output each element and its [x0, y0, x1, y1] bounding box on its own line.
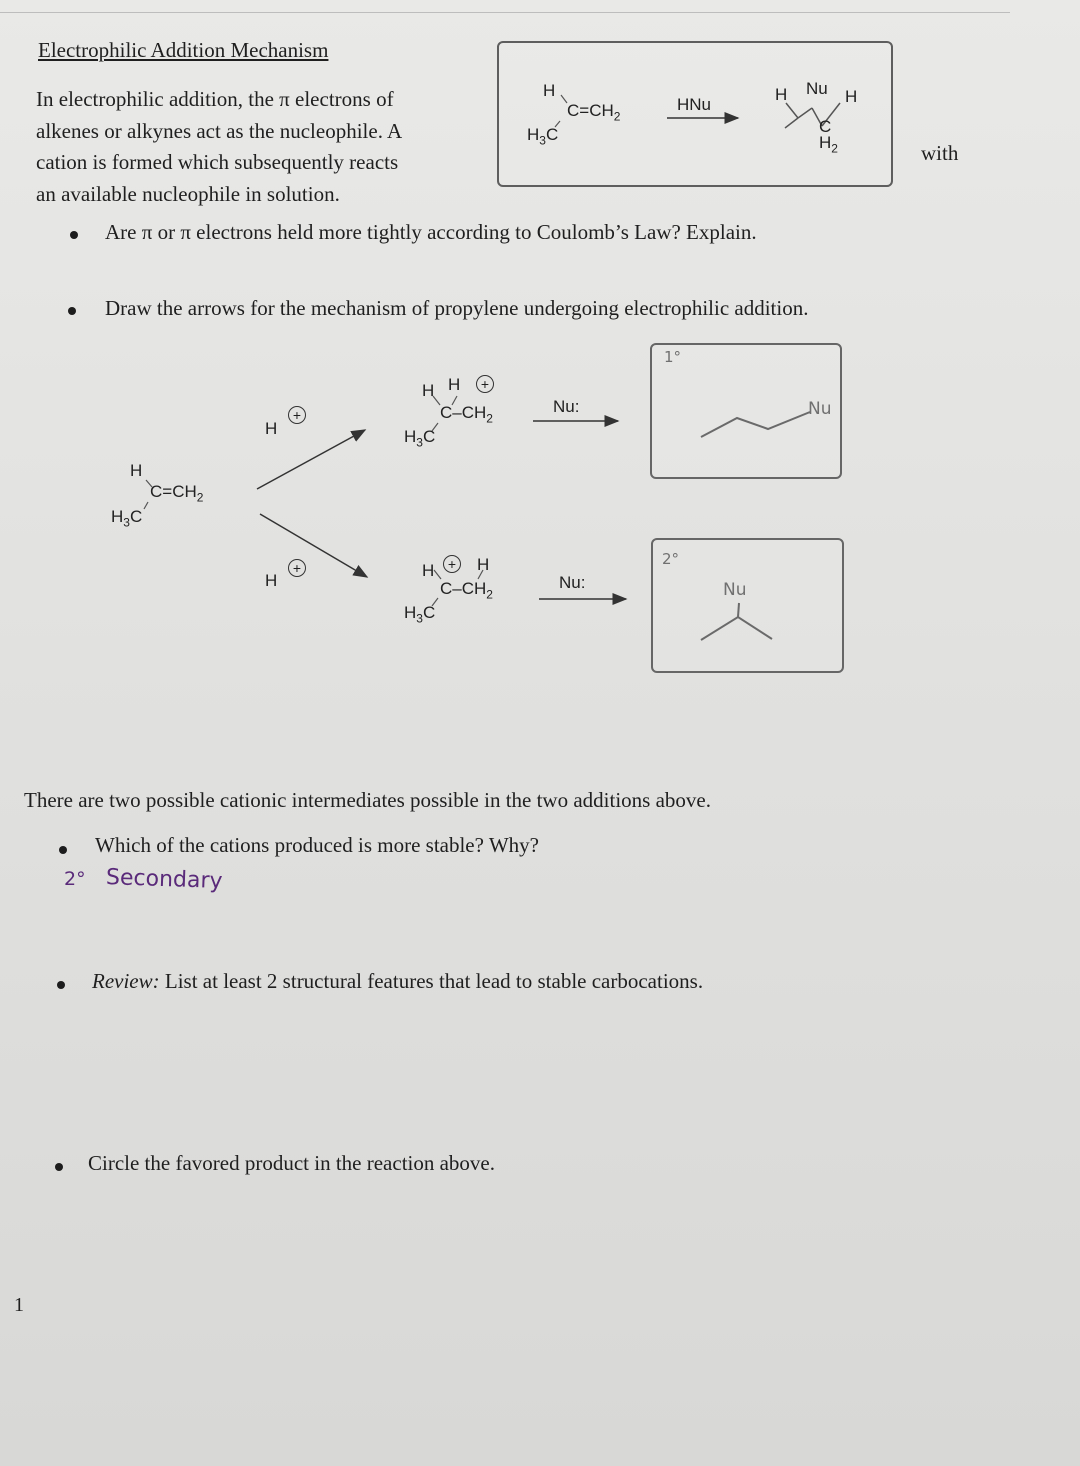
bottom-cation-methyl-h: H [404, 603, 417, 622]
product-h-right: H [845, 87, 858, 106]
page-number: 1 [14, 1294, 24, 1316]
product-h2-sub: 2 [831, 141, 838, 156]
bottom-cation-h1: H [422, 561, 435, 580]
nucleophile-bottom: Nu: [559, 573, 586, 592]
reactant-methyl-sub: 3 [539, 133, 546, 148]
product-h-left: H [775, 85, 788, 104]
bottom-cation-chain-sub: 2 [486, 587, 493, 602]
reagent-label: HNu [677, 95, 712, 114]
reactant-alkene [567, 101, 620, 123]
product-skeleton [785, 103, 840, 128]
reactant-alkene-text: C=CH [567, 101, 614, 120]
handwritten-answer: Secondary [105, 864, 223, 895]
margin-note: with [921, 141, 959, 165]
product-h2 [819, 133, 838, 155]
intro-line: alkenes or alkynes act as the nucleophile. A [36, 118, 403, 143]
top-cation-h1: H [422, 381, 435, 400]
top-cation-chain-text: C–CH [440, 403, 487, 422]
path-arrow-bottom [260, 514, 367, 577]
start-methyl-h: H [111, 507, 124, 526]
bullet [59, 846, 67, 854]
start-methyl-c: C [129, 507, 143, 526]
plus-charge-icon: + [476, 375, 494, 393]
top-cation-h2: H [448, 375, 461, 394]
secondary-label: 2° [662, 550, 680, 568]
start-alkene-text: C=CH [150, 482, 197, 501]
reactant-h: H [543, 81, 556, 100]
proton-bottom: H [265, 571, 278, 590]
question-coulomb: Are π or π electrons held more tightly according to Coulomb’s Law? Explain. [105, 220, 757, 244]
plus-charge-icon: + [288, 559, 306, 577]
cation-statement: There are two possible cationic intermediates possible in the two additions above. [24, 788, 711, 812]
top-cation-methyl [404, 427, 435, 449]
bottom-cation-methyl-sub: 3 [416, 611, 423, 626]
question-review [92, 969, 703, 994]
product-c: C [819, 117, 832, 136]
review-text: List at least 2 structural features that lead to stable carbocations. [159, 969, 704, 993]
bottom-cation-methyl [404, 603, 435, 625]
bottom-cation-methyl-c: C [422, 603, 436, 622]
secondary-nu-label: Nu [723, 580, 747, 600]
start-h: H [130, 461, 143, 480]
intro-line: In electrophilic addition, the π electrons of [36, 87, 394, 111]
start-methyl [111, 507, 142, 529]
top-cation-chain [440, 403, 493, 425]
answer-box-bottom [652, 539, 843, 672]
primary-label: 1° [664, 348, 682, 366]
reactant-methyl [527, 125, 558, 147]
question-draw-arrows: Draw the arrows for the mechanism of propylene undergoing electrophilic addition. [105, 296, 809, 320]
plus-charge-icon: + [288, 406, 306, 424]
bottom-cation-chain [440, 579, 493, 601]
question-stability: Which of the cations produced is more stable? Why? [95, 833, 539, 857]
question-circle-product: Circle the favored product in the reaction above. [88, 1151, 495, 1175]
bond-ticks [144, 95, 567, 606]
intro-line: an available nucleophile in solution. [36, 181, 340, 206]
reactant-methyl-c: C [545, 125, 559, 144]
bottom-cation-h2: H [477, 555, 490, 574]
handwritten-degree: 2° [64, 868, 86, 890]
plus-charge-icon: + [443, 555, 461, 573]
start-alkene-sub: 2 [196, 490, 204, 505]
bullet [68, 307, 76, 315]
top-cation-methyl-h: H [404, 427, 417, 446]
nucleophile-top: Nu: [553, 397, 580, 416]
reactant-alkene-sub: 2 [613, 109, 621, 124]
primary-nu-label: Nu [808, 399, 832, 419]
bottom-cation-chain-text: C–CH [440, 579, 487, 598]
intro-line: cation is formed which subsequently reacts [36, 150, 399, 174]
product-nu: Nu [806, 79, 828, 98]
page-title: Electrophilic Addition Mechanism [38, 38, 329, 62]
product-h2-text: H [819, 133, 832, 152]
start-alkene [150, 482, 203, 504]
bullet [70, 231, 78, 239]
review-label: Review: [92, 969, 160, 993]
bullet [55, 1163, 63, 1171]
proton-top: H [265, 419, 278, 438]
reactant-methyl-h: H [527, 125, 540, 144]
top-cation-methyl-c: C [422, 427, 436, 446]
start-methyl-sub: 3 [123, 515, 130, 530]
top-cation-methyl-sub: 3 [416, 435, 423, 450]
top-cation-chain-sub: 2 [486, 411, 493, 426]
bullet [57, 981, 65, 989]
